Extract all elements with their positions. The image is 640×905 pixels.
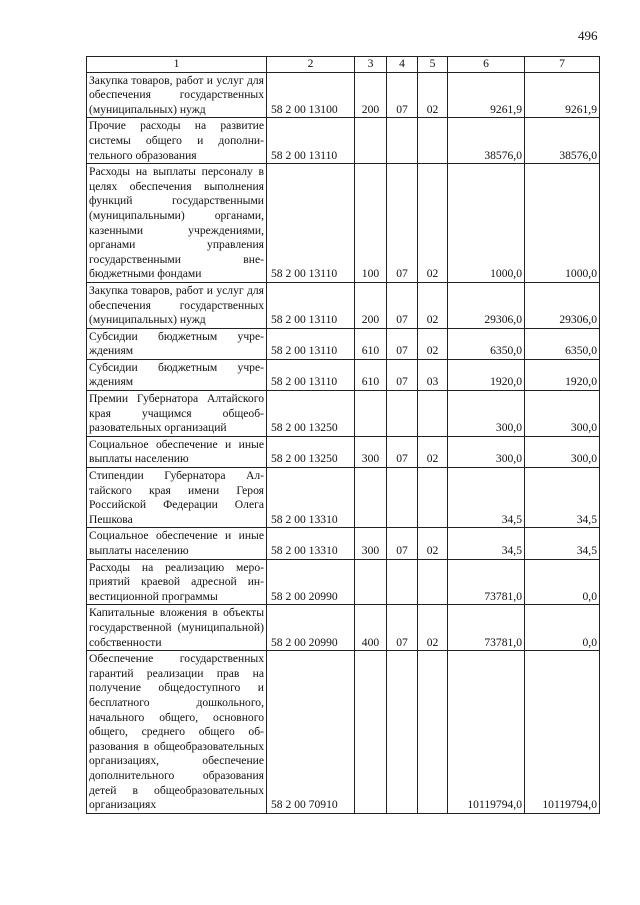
row-col4-cell: 07 xyxy=(387,436,418,467)
row-col3-cell: 100 xyxy=(355,164,387,283)
row-col3-cell: 200 xyxy=(355,72,387,118)
column-header: 5 xyxy=(418,57,448,73)
row-name-cell: Расходы на реализацию мероприятий краевой адресной инвестиционной программы xyxy=(87,559,267,605)
row-code-cell: 58 2 00 13110 xyxy=(267,359,355,390)
table-row xyxy=(87,436,600,467)
row-col4-cell: 07 xyxy=(387,164,418,283)
row-col4-cell xyxy=(387,468,418,528)
row-col4-cell xyxy=(387,118,418,164)
row-col5-cell: 02 xyxy=(418,328,448,359)
row-col5-cell xyxy=(418,468,448,528)
row-col3-cell: 200 xyxy=(355,282,387,328)
row-col5-cell xyxy=(418,118,448,164)
row-code-cell: 58 2 00 20990 xyxy=(267,605,355,651)
row-col5-cell xyxy=(418,391,448,437)
row-col3-cell xyxy=(355,559,387,605)
column-header: 4 xyxy=(387,57,418,73)
row-code-cell: 58 2 00 13110 xyxy=(267,118,355,164)
row-name-cell: Закупка товаров, работ и услуг для обеспечения государственных (муниципальных) нужд xyxy=(87,282,267,328)
row-col5-cell: 02 xyxy=(418,528,448,559)
table-row xyxy=(87,359,600,390)
table-row xyxy=(87,282,600,328)
row-col7-cell: 300,0 xyxy=(525,436,600,467)
column-header: 6 xyxy=(448,57,525,73)
column-header: 2 xyxy=(267,57,355,73)
table-row xyxy=(87,164,600,283)
row-name-cell: Социальное обеспечение и иные выплаты населению xyxy=(87,528,267,559)
row-col7-cell: 9261,9 xyxy=(525,72,600,118)
table-row xyxy=(87,651,600,814)
row-col6-cell: 10119794,0 xyxy=(448,651,525,814)
row-name-cell: Расходы на выплаты персоналу в целях обеспечения выполнения функций государственными (муниципальными) органами, казенными учреждениями, органами управления государственными внебюджетными фондами xyxy=(87,164,267,283)
row-col7-cell: 1000,0 xyxy=(525,164,600,283)
budget-table xyxy=(86,56,600,814)
table-row xyxy=(87,559,600,605)
row-code-cell: 58 2 00 13110 xyxy=(267,164,355,283)
row-col7-cell: 300,0 xyxy=(525,391,600,437)
row-col5-cell: 02 xyxy=(418,282,448,328)
row-col7-cell: 6350,0 xyxy=(525,328,600,359)
row-col5-cell xyxy=(418,651,448,814)
row-col3-cell xyxy=(355,651,387,814)
row-col6-cell: 1920,0 xyxy=(448,359,525,390)
row-col6-cell: 29306,0 xyxy=(448,282,525,328)
row-col4-cell: 07 xyxy=(387,282,418,328)
row-col7-cell: 10119794,0 xyxy=(525,651,600,814)
row-col6-cell: 34,5 xyxy=(448,468,525,528)
table-header-row xyxy=(87,57,600,73)
row-col5-cell: 02 xyxy=(418,605,448,651)
row-col7-cell: 1920,0 xyxy=(525,359,600,390)
row-name-cell: Субсидии бюджетным учреждениям xyxy=(87,359,267,390)
row-col7-cell: 34,5 xyxy=(525,528,600,559)
row-col6-cell: 300,0 xyxy=(448,391,525,437)
row-col6-cell: 6350,0 xyxy=(448,328,525,359)
page-number: 496 xyxy=(578,28,598,43)
row-name-cell: Закупка товаров, работ и услуг для обеспечения государственных (муниципальных) нужд xyxy=(87,72,267,118)
row-name-cell: Субсидии бюджетным учреждениям xyxy=(87,328,267,359)
row-name-cell: Социальное обеспечение и иные выплаты населению xyxy=(87,436,267,467)
row-col7-cell: 38576,0 xyxy=(525,118,600,164)
table-row xyxy=(87,468,600,528)
row-code-cell: 58 2 00 13110 xyxy=(267,328,355,359)
row-col4-cell xyxy=(387,559,418,605)
row-col3-cell: 400 xyxy=(355,605,387,651)
row-col4-cell: 07 xyxy=(387,359,418,390)
row-col4-cell xyxy=(387,391,418,437)
row-col4-cell xyxy=(387,651,418,814)
row-col6-cell: 73781,0 xyxy=(448,605,525,651)
table-row xyxy=(87,391,600,437)
row-code-cell: 58 2 00 13110 xyxy=(267,282,355,328)
table-row xyxy=(87,72,600,118)
row-col5-cell xyxy=(418,559,448,605)
row-col7-cell: 29306,0 xyxy=(525,282,600,328)
row-code-cell: 58 2 00 13250 xyxy=(267,391,355,437)
table-row xyxy=(87,328,600,359)
row-code-cell: 58 2 00 13100 xyxy=(267,72,355,118)
row-col6-cell: 300,0 xyxy=(448,436,525,467)
row-col3-cell: 610 xyxy=(355,328,387,359)
row-code-cell: 58 2 00 20990 xyxy=(267,559,355,605)
row-col5-cell: 02 xyxy=(418,436,448,467)
row-col5-cell: 02 xyxy=(418,72,448,118)
row-col3-cell xyxy=(355,118,387,164)
row-col6-cell: 9261,9 xyxy=(448,72,525,118)
row-col3-cell: 300 xyxy=(355,528,387,559)
row-col3-cell: 610 xyxy=(355,359,387,390)
row-name-cell: Капитальные вложения в объекты государственной (муниципальной) собственности xyxy=(87,605,267,651)
row-col6-cell: 38576,0 xyxy=(448,118,525,164)
row-col3-cell: 300 xyxy=(355,436,387,467)
row-col4-cell: 07 xyxy=(387,605,418,651)
row-col7-cell: 34,5 xyxy=(525,468,600,528)
row-name-cell: Обеспечение государственных гарантий реализации прав на получение общедоступного и бесплатного дошкольного, начального общего, основного общего, среднего общего образования в общеобразовательных организациях, обеспечение дополнительного образования детей в общеобразовательных организациях xyxy=(87,651,267,814)
table-row xyxy=(87,605,600,651)
row-col7-cell: 0,0 xyxy=(525,605,600,651)
row-col3-cell xyxy=(355,468,387,528)
row-col7-cell: 0,0 xyxy=(525,559,600,605)
row-col4-cell: 07 xyxy=(387,528,418,559)
column-header: 1 xyxy=(87,57,267,73)
row-col5-cell: 03 xyxy=(418,359,448,390)
column-header: 7 xyxy=(525,57,600,73)
column-header: 3 xyxy=(355,57,387,73)
row-col4-cell: 07 xyxy=(387,328,418,359)
row-name-cell: Стипендии Губернатора Алтайского края имени Героя Российской Федерации Олега Пешкова xyxy=(87,468,267,528)
row-col3-cell xyxy=(355,391,387,437)
table-row xyxy=(87,528,600,559)
row-name-cell: Премии Губернатора Алтайского края учащимся общеобразовательных организаций xyxy=(87,391,267,437)
row-code-cell: 58 2 00 13310 xyxy=(267,468,355,528)
row-name-cell: Прочие расходы на развитие системы общего и дополнительного образования xyxy=(87,118,267,164)
row-col5-cell: 02 xyxy=(418,164,448,283)
row-col6-cell: 1000,0 xyxy=(448,164,525,283)
table-row xyxy=(87,118,600,164)
row-code-cell: 58 2 00 13250 xyxy=(267,436,355,467)
row-code-cell: 58 2 00 13310 xyxy=(267,528,355,559)
row-col6-cell: 73781,0 xyxy=(448,559,525,605)
row-col4-cell: 07 xyxy=(387,72,418,118)
row-col6-cell: 34,5 xyxy=(448,528,525,559)
row-code-cell: 58 2 00 70910 xyxy=(267,651,355,814)
